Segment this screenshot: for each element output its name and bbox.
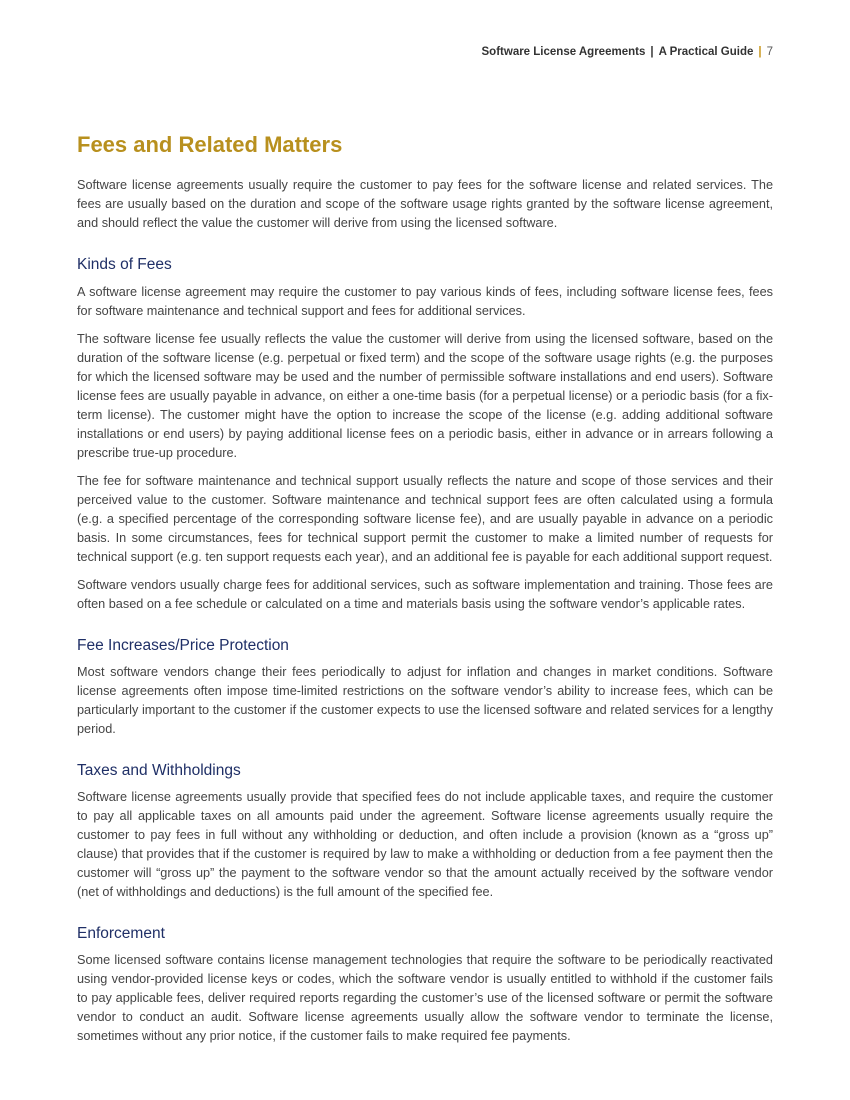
running-header — [482, 46, 773, 58]
header-separator-accent: | — [758, 46, 762, 58]
section-intro-paragraph: Software license agreements usually require the customer to pay fees for the software license and related services. The fees are usually based on the duration and scope of the software usage rights granted by the software license agreement, and should reflect the value the customer will derive from using the licensed software. — [77, 178, 773, 231]
section-title: Fees and Related Matters — [77, 132, 343, 157]
paragraph: Some licensed software contains license management technologies that require the software to be periodically reactivated using vendor-provided license keys or codes, which the software vendor is usually entitled to withhold if the customer fails to pay applicable fees, deliver required reports regarding the customer’s use of the licensed software or permit the software vendor to conduct an audit. Software license agreements usually allow the software vendor to terminate the license, sometimes without any prior notice, if the customer fails to make required fee payments. — [77, 952, 773, 1043]
header-doc-title: Software License Agreements — [481, 46, 646, 58]
subsection-heading-taxes-withholdings: Taxes and Withholdings — [77, 761, 241, 779]
subsection-heading-enforcement: Enforcement — [77, 924, 165, 942]
paragraph: The fee for software maintenance and technical support usually reflects the nature and scope of those services and their perceived value to the customer. Software maintenance and technical support fees are often calculated using a formula (e.g. a specified percentage of the corresponding software license fee), and are usually payable in advance on a periodic basis. In some circumstances, fees for technical support permit the customer to make a limited number of requests for technical support (e.g. ten support requests each year), and an additional fee is payable for each additional support request. — [77, 473, 773, 564]
subsection-heading-fee-increases: Fee Increases/Price Protection — [77, 636, 289, 654]
paragraph: The software license fee usually reflects the value the customer will derive from using the licensed software, based on the duration of the software license (e.g. perpetual or fixed term) and the scope of the software usage rights (e.g. the purposes for which the licensed software may be used and the number of permissible software installations and end users). Software license fees are usually payable in advance, on either a one-time basis (for a perpetual license) or a periodic basis (for a fix-term license). The customer might have the option to increase the scope of the license (e.g. adding additional software installations or end users) by paying additional license fees on a periodic basis, either in advance or in arrears following a prescribe true-up procedure. — [77, 331, 773, 460]
paragraph: Most software vendors change their fees periodically to adjust for inflation and changes in market conditions. Software license agreements often impose time-limited restrictions on the software vendor’s ability to increase fees, which can be particularly important to the customer if the customer expects to use the licensed software and related services for a lengthy period. — [77, 664, 773, 736]
subsection-heading-kinds-of-fees: Kinds of Fees — [77, 256, 172, 274]
header-separator: | — [650, 46, 654, 58]
page-number: 7 — [766, 46, 773, 58]
page-content — [77, 132, 773, 1055]
paragraph: Software vendors usually charge fees for additional services, such as software implementation and training. Those fees are often based on a fee schedule or calculated on a time and materials basis using the software vendor’s applicable rates. — [77, 577, 773, 611]
paragraph: Software license agreements usually provide that specified fees do not include applicable taxes, and require the customer to pay all applicable taxes on all amounts paid under the agreement. Software license agreements usually require the customer to pay fees in full without any withholding or deduction, and often include a provision (known as a “gross up” clause) that provides that if the customer is required by law to make a withholding or deduction from a fee payment then the customer will “gross up” the payment to the software vendor so that the amount actually received by the software vendor (net of withholdings and deductions) is the full amount of the specified fee. — [77, 789, 773, 899]
header-subtitle: A Practical Guide — [658, 46, 754, 58]
paragraph: A software license agreement may require the customer to pay various kinds of fees, including software license fees, fees for software maintenance and technical support and fees for additional services. — [77, 284, 773, 318]
